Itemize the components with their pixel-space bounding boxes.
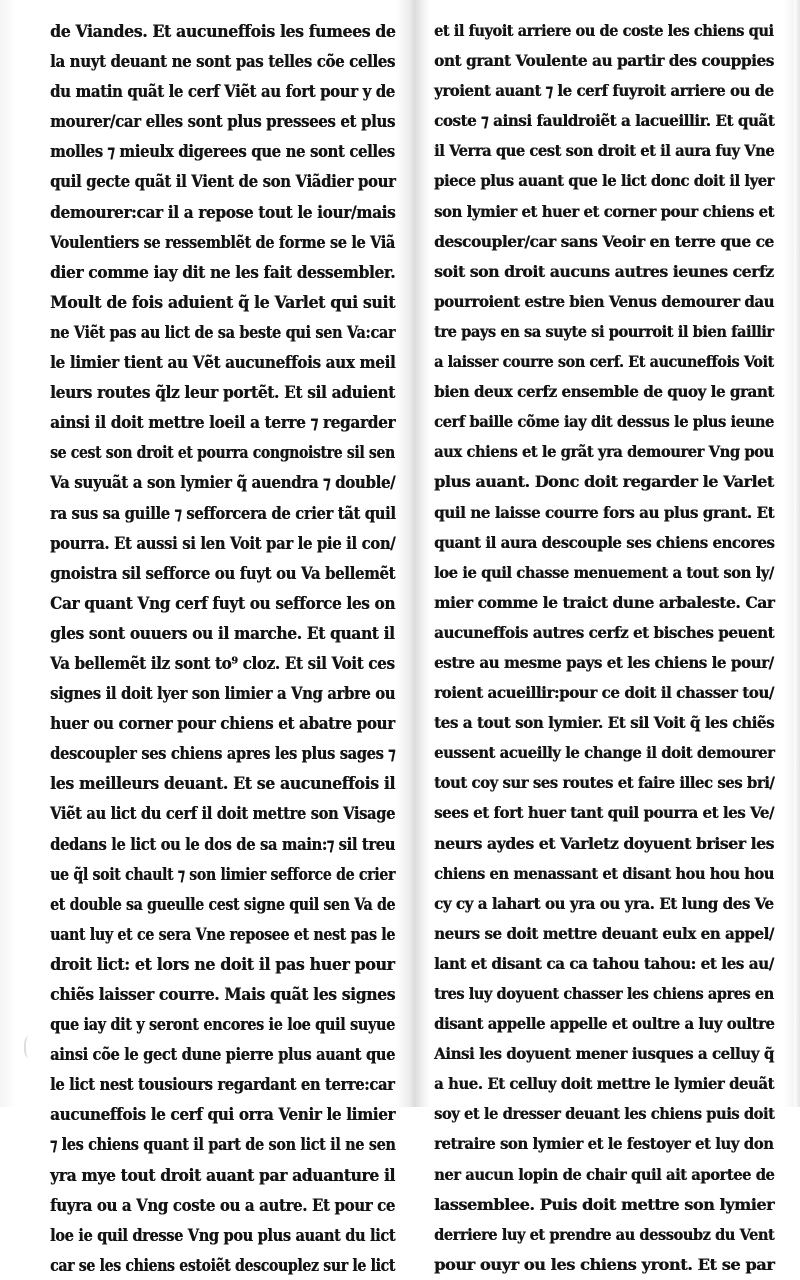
text-line: a hue. Et celluy doit mettre le lymier deuãt (434, 1074, 774, 1094)
text-line: Moult de fois aduient q̃ le Varlet qui suit (50, 291, 396, 312)
text-line: ner aucun lopin de chair quil ait aportee de (434, 1164, 775, 1184)
page-edge (794, 0, 800, 1107)
text-line: neurs se doit mettre deuant eulx en appel/ (434, 923, 774, 943)
text-line: quant il aura descouple ses chiens encores (434, 532, 775, 552)
text-line: disant appelle appelle et oultre a luy oultre (434, 1014, 775, 1034)
text-line: Va suyuãt a son lymier q̃ auendra ⁊ double/ (50, 472, 396, 493)
text-line: Viẽt au lict du cerf il doit mettre son Visage (50, 803, 395, 824)
text-line: lant et disant ca ca tahou tahou: et les au/ (434, 953, 774, 973)
text-line: yra mye tout droit auant par aduanture il (50, 1164, 395, 1185)
text-line: Ainsi les doyuent mener iusques a celluy q̃ (434, 1044, 774, 1064)
text-line: tre pays en sa suyte si pourroit il bien faillir (434, 321, 774, 341)
text-line: estre au mesme pays et les chiens le pour/ (434, 652, 774, 672)
text-line: cy cy a lahart ou yra ou yra. Et lung des Ve (434, 893, 774, 913)
text-line: car se les chiens estoiẽt descouplez sur le lict (50, 1254, 395, 1275)
text-line: il Verra que cest son droit et il aura fuy Vne (434, 141, 775, 161)
text-line: pour ouyr ou les chiens yront. Et se par (434, 1254, 775, 1274)
text-line: molles ⁊ mieulx digerees que ne sont celles (50, 141, 395, 162)
text-line: sees et fort huer tant quil pourra et les Ve/ (434, 803, 774, 823)
text-line: huer ou corner pour chiens et abatre pour (50, 713, 395, 734)
margin-smudge (24, 1036, 36, 1058)
text-line: dedans le lict ou le dos de sa main:⁊ sil treu (50, 833, 395, 854)
text-line: neurs aydes et Varletz doyuent briser les (434, 833, 774, 853)
text-line: gles sont ouuers ou il marche. Et quant il (50, 622, 395, 643)
text-line: retraire son lymier et le festoyer et luy don (434, 1134, 774, 1154)
text-line: et il fuyoit arriere ou de coste les chiens qui (434, 21, 774, 40)
text-line: aux chiens et le grãt yra demourer Vng pou (434, 442, 774, 462)
text-line: gnoistra sil sefforce ou fuyt ou Va bellemẽt (50, 562, 396, 583)
text-line: et double sa gueulle cest signe quil sen Va de (50, 893, 396, 914)
text-line: yroient auant ⁊ le cerf fuyroit arriere ou de (434, 81, 774, 101)
text-line: bien deux cerfz ensemble de quoy le grant (434, 382, 774, 402)
text-line: quil ne laisse courre fors au plus grant. Et (434, 502, 775, 522)
text-line: loe ie quil chasse menuement a tout son ly/ (434, 562, 774, 582)
text-line: descoupler ses chiens apres les plus sages ⁊ (50, 743, 396, 764)
text-line: lassemblee. Puis doit mettre son lymier (434, 1194, 775, 1214)
text-line: mourer/car elles sont plus pressees et plus (50, 111, 395, 132)
text-line: ainsi cõe le gect dune pierre plus auant que (50, 1044, 395, 1065)
text-line: les meilleurs deuant. Et se aucuneffois il (50, 773, 395, 794)
text-line: piece plus auant que le lict donc doit il lyer (434, 171, 774, 191)
text-line: roient acueillir:pour ce doit il chasser tou/ (434, 683, 774, 703)
text-line: du matin quãt le cerf Viẽt au fort pour y de (50, 81, 395, 102)
text-line: eussent acueilly le change il doit demourer (434, 743, 775, 763)
text-line: chiens en menassant et disant hou hou hou (434, 863, 774, 883)
right-text-column (434, 16, 774, 1280)
text-line: a laisser courre son cerf. Et aucuneffois Voit (434, 352, 774, 372)
text-line: pourra. Et aussi si len Voit par le pie il con/ (50, 532, 396, 553)
book-gutter (396, 0, 430, 1107)
text-line: dier comme iay dit ne les fait dessembler. (50, 261, 396, 282)
text-line: ra sus sa guille ⁊ sefforcera de crier tãt quil (50, 502, 396, 523)
text-line: soy et le dresser deuant les chiens puis doit (434, 1104, 775, 1124)
text-line: Va bellemẽt ilz sont to⁹ cloz. Et sil Voit ces (50, 652, 395, 673)
text-line: ue q̃l soit chault ⁊ son limier sefforce de crier (50, 863, 395, 884)
text-line: uant luy et ce sera Vne reposee et nest pas le (50, 923, 395, 944)
text-line: ont grant Voulente au partir des couppies (434, 51, 774, 71)
text-line: le lict nest tousiours regardant en terre:car (50, 1074, 395, 1095)
text-line: le limier tient au Vẽt aucuneffois aux meil (50, 352, 396, 373)
text-line: cerf baille cõme iay dit dessus le plus ieune (434, 412, 774, 432)
text-line: demourer:car il a repose tout le iour/mais (50, 201, 396, 222)
text-line: se cest son droit et pourra congnoistre sil sen (50, 442, 395, 463)
text-line: leurs routes q̃lz leur portẽt. Et sil aduient (50, 382, 395, 403)
text-line: ⁊ les chiens quant il part de son lict il ne sen (50, 1134, 396, 1155)
text-line: derriere luy et prendre au dessoubz du Vent (434, 1224, 775, 1244)
text-line: mier comme le traict dune arbaleste. Car (434, 592, 775, 612)
text-line: coste ⁊ ainsi fauldroiẽt a lacueillir. Et quãt (434, 111, 775, 131)
text-line: fuyra ou a Vng coste ou a autre. Et pour ce (50, 1194, 395, 1215)
text-line: de Viandes. Et aucuneffois les fumees de (50, 21, 396, 41)
text-line: ainsi il doit mettre loeil a terre ⁊ regarder (50, 412, 396, 433)
text-line: droit lict: et lors ne doit il pas huer pour (50, 953, 395, 974)
text-line: ne Viẽt pas au lict de sa beste qui sen Va:car (50, 321, 396, 342)
text-line: plus auant. Donc doit regarder le Varlet (434, 472, 774, 492)
text-line: chiẽs laisser courre. Mais quãt les signes (50, 984, 396, 1004)
text-line: tres luy doyuent chasser les chiens apres en (434, 984, 774, 1003)
text-line: tout coy sur ses routes et faire illec ses bri/ (434, 773, 775, 793)
text-line: aucuneffois autres cerfz et bisches peuent (434, 622, 775, 642)
text-line: descoupler/car sans Veoir en terre que ce (434, 231, 774, 251)
text-line: Car quant Vng cerf fuyt ou sefforce les on (50, 592, 396, 613)
text-line: quil gecte quãt il Vient de son Viãdier pour (50, 171, 396, 192)
text-line: la nuyt deuant ne sont pas telles cõe celles (50, 51, 395, 72)
text-line: aucuneffois le cerf qui orra Venir le limier (50, 1104, 396, 1125)
text-line: Voulentiers se ressemblẽt de forme se le Viã (50, 231, 395, 252)
left-text-column (50, 16, 395, 1280)
text-line: pourroient estre bien Venus demourer dau (434, 291, 774, 311)
text-line: loe ie quil dresse Vng pou plus auant du lict (50, 1224, 396, 1245)
text-line: soit son droit aucuns autres ieunes cerfz (434, 261, 774, 281)
text-line: tes a tout son lymier. Et sil Voit q̃ les chiẽs (434, 713, 775, 733)
text-line: que iay dit y seront encores ie loe quil suyue (50, 1014, 395, 1035)
text-line: signes il doit lyer son limier a Vng arbre ou (50, 683, 396, 704)
text-line: son lymier et huer et corner pour chiens et (434, 201, 774, 221)
